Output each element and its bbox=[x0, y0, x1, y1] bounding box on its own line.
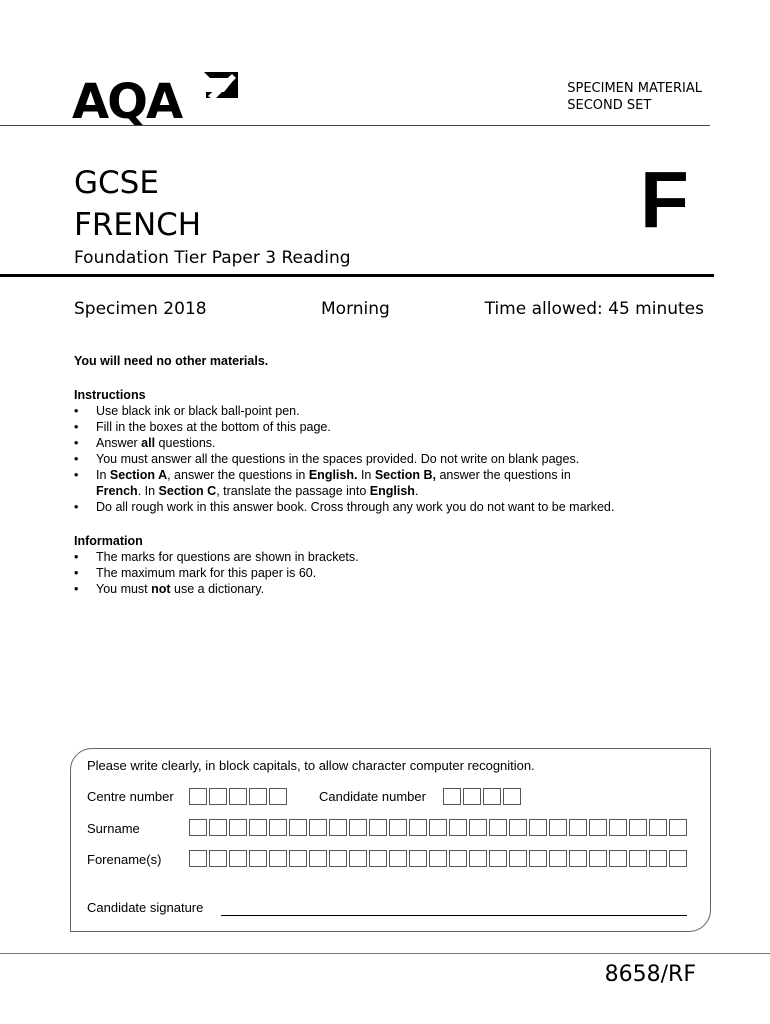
letter-box[interactable] bbox=[189, 819, 207, 836]
list-item: • You must answer all the questions in the spaces provided. Do not write on blank pages. bbox=[96, 451, 674, 467]
letter-box[interactable] bbox=[329, 819, 347, 836]
letter-box[interactable] bbox=[409, 819, 427, 836]
candidate-number-field[interactable] bbox=[443, 788, 523, 805]
letter-box[interactable] bbox=[449, 850, 467, 867]
list-item: • Answer all questions. bbox=[96, 435, 674, 451]
letter-box[interactable] bbox=[529, 819, 547, 836]
surname-label: Surname bbox=[87, 821, 140, 836]
tier-letter: F bbox=[640, 155, 689, 244]
letter-box[interactable] bbox=[249, 819, 267, 836]
letter-box[interactable] bbox=[269, 850, 287, 867]
letter-box[interactable] bbox=[389, 819, 407, 836]
letter-box[interactable] bbox=[269, 819, 287, 836]
letter-box[interactable] bbox=[289, 819, 307, 836]
letter-box[interactable] bbox=[509, 819, 527, 836]
letter-box[interactable] bbox=[449, 819, 467, 836]
surname-field[interactable] bbox=[189, 819, 689, 836]
letter-box[interactable] bbox=[249, 850, 267, 867]
list-item: • The maximum mark for this paper is 60. bbox=[96, 565, 674, 581]
letter-box[interactable] bbox=[509, 850, 527, 867]
letter-box[interactable] bbox=[289, 850, 307, 867]
letter-box[interactable] bbox=[409, 850, 427, 867]
letter-box[interactable] bbox=[609, 850, 627, 867]
letter-box[interactable] bbox=[649, 819, 667, 836]
instructions-block bbox=[74, 353, 674, 597]
letter-box[interactable] bbox=[609, 819, 627, 836]
letter-box[interactable] bbox=[369, 850, 387, 867]
letter-box[interactable] bbox=[469, 850, 487, 867]
time-allowed: Time allowed: 45 minutes bbox=[484, 299, 704, 319]
letter-box[interactable] bbox=[329, 850, 347, 867]
letter-box[interactable] bbox=[589, 850, 607, 867]
centre-number-field[interactable] bbox=[189, 788, 289, 805]
list-item: • You must not use a dictionary. bbox=[96, 581, 674, 597]
letter-box[interactable] bbox=[549, 850, 567, 867]
letter-box[interactable] bbox=[629, 850, 647, 867]
letter-box[interactable] bbox=[569, 819, 587, 836]
signature-label: Candidate signature bbox=[87, 900, 204, 915]
letter-box[interactable] bbox=[349, 850, 367, 867]
forename-field[interactable] bbox=[189, 850, 689, 867]
letter-box[interactable] bbox=[669, 850, 687, 867]
paper-code: 8658/RF bbox=[604, 962, 696, 987]
letter-box[interactable] bbox=[309, 850, 327, 867]
letter-box[interactable] bbox=[229, 819, 247, 836]
letter-box[interactable] bbox=[189, 850, 207, 867]
footer-divider bbox=[0, 953, 770, 954]
forename-label: Forename(s) bbox=[87, 852, 162, 867]
letter-box[interactable] bbox=[469, 819, 487, 836]
letter-box[interactable] bbox=[529, 850, 547, 867]
letter-box[interactable] bbox=[389, 850, 407, 867]
letter-box[interactable] bbox=[489, 819, 507, 836]
list-item: • The marks for questions are shown in brackets. bbox=[96, 549, 674, 565]
centre-number-label: Centre number bbox=[87, 789, 174, 804]
letter-box[interactable] bbox=[209, 819, 227, 836]
session: Morning bbox=[321, 299, 390, 319]
specimen-year: Specimen 2018 bbox=[74, 299, 207, 319]
letter-box[interactable] bbox=[649, 850, 667, 867]
aqa-logo bbox=[72, 68, 242, 126]
divider bbox=[0, 125, 710, 126]
svg-text:AQA: AQA bbox=[72, 74, 182, 126]
letter-box[interactable] bbox=[429, 819, 447, 836]
letter-box[interactable] bbox=[429, 850, 447, 867]
specimen-line1: SPECIMEN MATERIAL bbox=[567, 81, 702, 96]
instructions-heading: Instructions bbox=[74, 388, 146, 402]
letter-box[interactable] bbox=[549, 819, 567, 836]
candidate-details-box bbox=[70, 748, 711, 932]
letter-box[interactable] bbox=[569, 850, 587, 867]
instructions-list bbox=[74, 403, 674, 515]
letter-box[interactable] bbox=[309, 819, 327, 836]
information-heading: Information bbox=[74, 534, 143, 548]
letter-box[interactable] bbox=[229, 850, 247, 867]
letter-box[interactable] bbox=[669, 819, 687, 836]
list-item: • Use black ink or black ball-point pen. bbox=[96, 403, 674, 419]
title-line1: GCSE bbox=[74, 165, 159, 201]
letter-box[interactable] bbox=[369, 819, 387, 836]
signature-line[interactable] bbox=[221, 915, 687, 916]
paper-subtitle: Foundation Tier Paper 3 Reading bbox=[74, 248, 351, 268]
page-title bbox=[74, 162, 201, 246]
divider-thick bbox=[0, 274, 714, 277]
list-item: • Fill in the boxes at the bottom of this page. bbox=[96, 419, 674, 435]
candidate-number-label: Candidate number bbox=[319, 789, 426, 804]
materials-note: You will need no other materials. bbox=[74, 354, 269, 368]
title-line2: FRENCH bbox=[74, 207, 202, 243]
box-prompt: Please write clearly, in block capitals, to allow character computer recognition. bbox=[87, 758, 535, 773]
specimen-label bbox=[567, 80, 702, 114]
information-list bbox=[74, 549, 674, 597]
letter-box[interactable] bbox=[629, 819, 647, 836]
letter-box[interactable] bbox=[489, 850, 507, 867]
specimen-line2: SECOND SET bbox=[567, 98, 652, 113]
letter-box[interactable] bbox=[209, 850, 227, 867]
list-item: • Do all rough work in this answer book. Cross through any work you do not want to be marked. bbox=[96, 499, 661, 515]
letter-box[interactable] bbox=[349, 819, 367, 836]
letter-box[interactable] bbox=[589, 819, 607, 836]
list-item: • In Section A, answer the questions in English. In Section B, answer the questions in French. In Section C, translate the passage into English. bbox=[96, 467, 674, 499]
